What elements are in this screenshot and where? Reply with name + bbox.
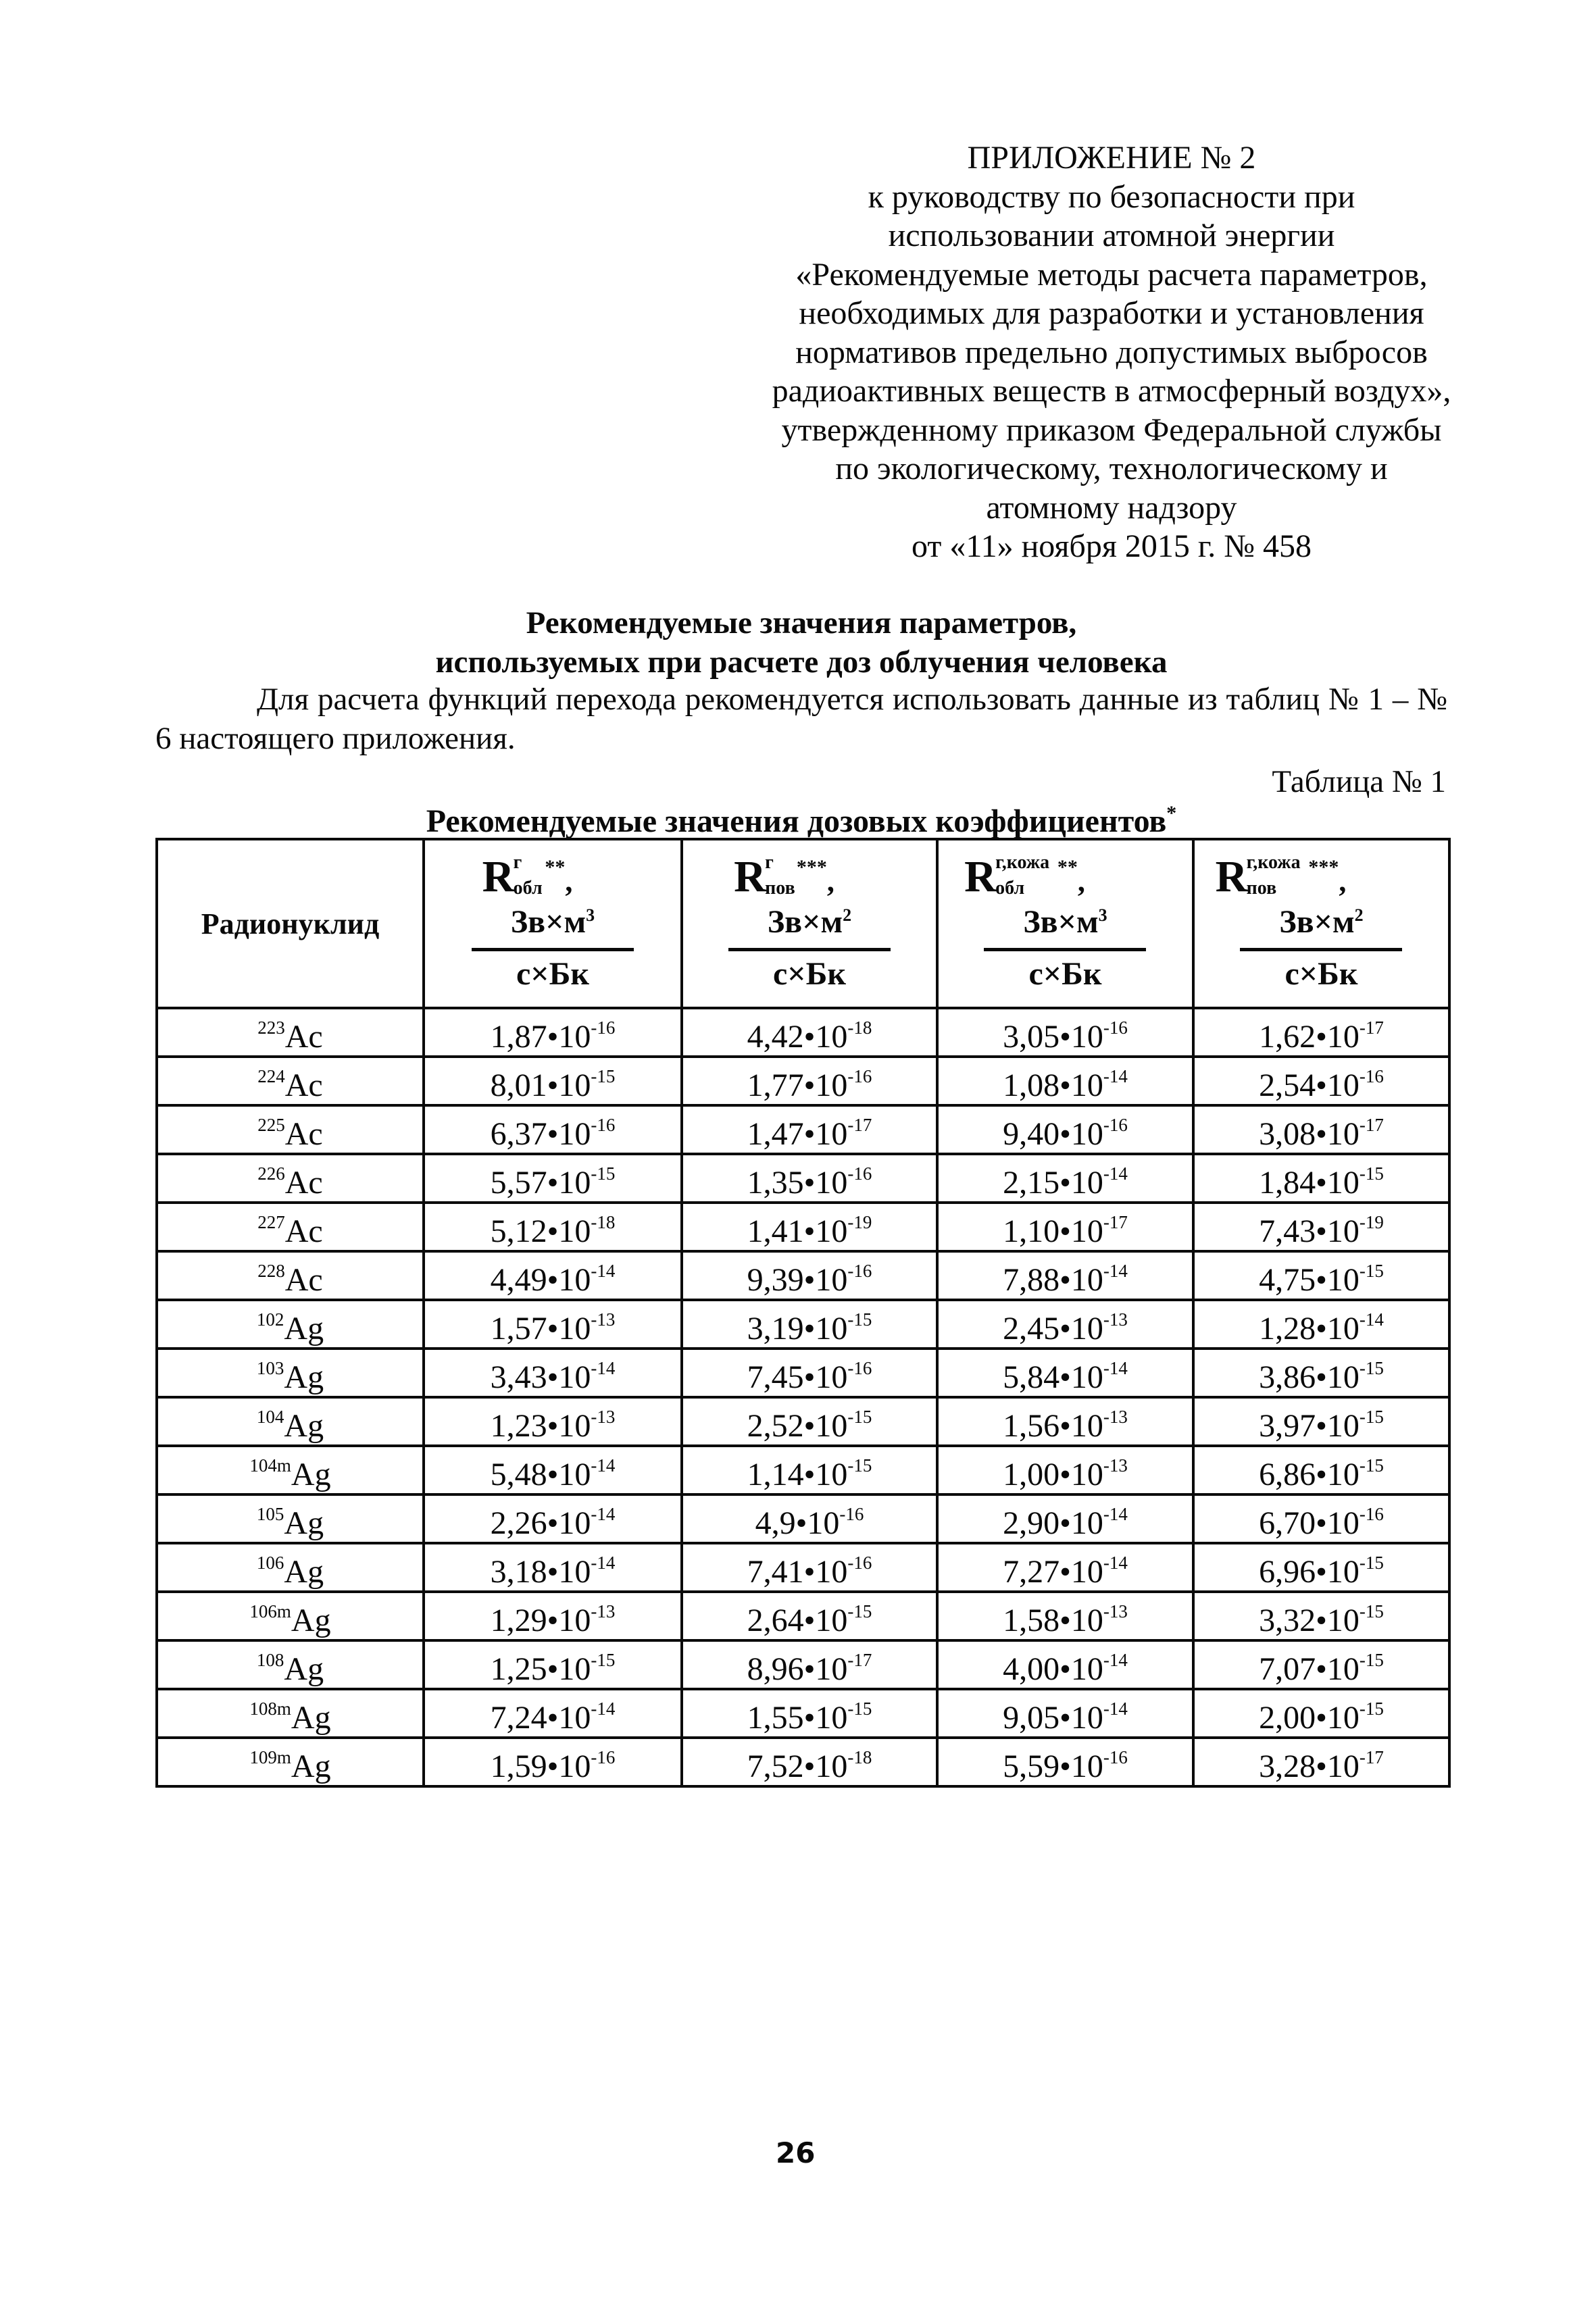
radionuclide-cell (157, 1300, 424, 1349)
coefficient-value: $3,08•10^{-17}$ (1193, 1105, 1449, 1154)
coefficient-symbol (734, 852, 885, 901)
unit-fraction (984, 906, 1146, 990)
coefficient-value: $1,29•10^{-13}$ (424, 1592, 682, 1640)
unit-denominator: с×Бк (1028, 956, 1102, 992)
radionuclide-cell (157, 1349, 424, 1397)
element-symbol: Ac (284, 1213, 323, 1249)
mass-number: 103 (256, 1358, 284, 1378)
radionuclide-cell (157, 1203, 424, 1251)
coefficient-value: $8,96•10^{-17}$ (682, 1640, 937, 1689)
header-r-skin-cloud (937, 839, 1193, 1008)
coefficient-value: $1,00•10^{-13}$ (937, 1446, 1193, 1494)
coefficient-symbol (964, 852, 1166, 901)
coefficient-value: $1,14•10^{-15}$ (682, 1446, 937, 1494)
element-symbol: Ag (284, 1554, 324, 1590)
coefficient-value: $4,42•10^{-18}$ (682, 1008, 937, 1057)
coefficient-value: $2,45•10^{-13}$ (937, 1300, 1193, 1349)
unit-numerator: $Зв\times м^2$ (1240, 906, 1402, 951)
mass-number: 108m (249, 1699, 291, 1719)
coefficient-value: $7,41•10^{-16}$ (682, 1543, 937, 1592)
radionuclide-cell (157, 1592, 424, 1640)
radionuclide-cell (157, 1008, 424, 1057)
mass-number: 104 (256, 1407, 284, 1427)
separator: , (565, 865, 573, 898)
element-symbol: Ac (284, 1116, 323, 1152)
unit-fraction (1240, 906, 1402, 990)
element-symbol: Ag (284, 1408, 324, 1444)
coefficient-value: $7,07•10^{-15}$ (1193, 1640, 1449, 1689)
unit-numerator: $Зв\times м^3$ (472, 906, 634, 951)
annex-line: использовании атомной энергии (888, 218, 1335, 253)
header-content (1215, 852, 1428, 992)
header-radionuclide: Радионуклид (157, 839, 424, 1008)
annex-title: ПРИЛОЖЕНИЕ № 2 (967, 140, 1256, 176)
symbol-superscript: г (765, 852, 774, 873)
header-r-skin-surface (1193, 839, 1449, 1008)
coefficient-symbol (1215, 852, 1428, 901)
coefficient-value: $8,01•10^{-15}$ (424, 1057, 682, 1105)
element-symbol: Ag (291, 1603, 331, 1638)
coefficient-value: $1,25•10^{-15}$ (424, 1640, 682, 1689)
coefficient-value: $2,52•10^{-15}$ (682, 1397, 937, 1446)
coefficient-value: $3,32•10^{-15}$ (1193, 1592, 1449, 1640)
radionuclide-cell (157, 1251, 424, 1300)
element-symbol: Ac (284, 1067, 323, 1103)
table-header-row (157, 839, 1449, 1008)
unit-numerator: $Зв\times м^3$ (984, 906, 1146, 951)
radionuclide-cell (157, 1640, 424, 1689)
section-title (155, 603, 1447, 682)
mass-number: 226 (257, 1163, 285, 1184)
symbol-letter: R (482, 852, 515, 901)
coefficient-value: $7,88•10^{-14}$ (937, 1251, 1193, 1300)
table-caption (155, 794, 1447, 841)
radionuclide-cell (157, 1543, 424, 1592)
coefficient-value: $1,62•10^{-17}$ (1193, 1008, 1449, 1057)
coefficient-value: $5,57•10^{-15}$ (424, 1154, 682, 1203)
coefficient-value: $3,43•10^{-14}$ (424, 1349, 682, 1397)
annex-line: по экологическому, технологическому и (835, 451, 1388, 486)
annex-line: нормативов предельно допустимых выбросов (795, 334, 1428, 370)
radionuclide-cell (157, 1446, 424, 1494)
mass-number: 108 (256, 1650, 284, 1670)
header-content (472, 852, 634, 992)
element-symbol: Ag (284, 1651, 324, 1687)
coefficient-value: $7,43•10^{-19}$ (1193, 1203, 1449, 1251)
coefficient-value: $3,86•10^{-15}$ (1193, 1349, 1449, 1397)
coefficient-value: $1,35•10^{-16}$ (682, 1154, 937, 1203)
unit-denominator: с×Бк (772, 956, 847, 992)
footnote-mark: ** (545, 856, 566, 878)
table-row (157, 1543, 1449, 1592)
table-caption-text: Рекомендуемые значения дозовых коэффициентов (426, 803, 1167, 839)
table-row (157, 1592, 1449, 1640)
coefficient-value: $7,52•10^{-18}$ (682, 1738, 937, 1786)
section-title-line: Рекомендуемые значения параметров, (526, 605, 1077, 640)
annex-line: утвержденному приказом Федеральной службы (781, 411, 1442, 448)
table-row (157, 1446, 1449, 1494)
coefficient-value: $2,15•10^{-14}$ (937, 1154, 1193, 1203)
coefficient-value: $3,97•10^{-15}$ (1193, 1397, 1449, 1446)
intro-text: Для расчета функций перехода рекомендуется использовать данные из таблиц № 1 – № 6 настоящего приложения. (155, 682, 1447, 756)
coefficient-value: $6,86•10^{-15}$ (1193, 1446, 1449, 1494)
table-row (157, 1738, 1449, 1786)
coefficient-value: $5,48•10^{-14}$ (424, 1446, 682, 1494)
element-symbol: Ag (291, 1749, 331, 1784)
coefficient-value: $1,59•10^{-16}$ (424, 1738, 682, 1786)
element-symbol: Ac (284, 1019, 323, 1055)
annex-line: необходимых для разработки и установления (799, 295, 1424, 331)
unit-numerator: $Зв\times м^2$ (728, 906, 891, 951)
unit-fraction (728, 906, 891, 990)
table-row (157, 1105, 1449, 1154)
element-symbol: Ag (284, 1359, 324, 1395)
mass-number: 227 (257, 1212, 285, 1232)
footnote-mark: * (1166, 802, 1177, 824)
symbol-subscript: обл (513, 878, 543, 899)
coefficient-value: $4,9•10^{-16}$ (682, 1494, 937, 1543)
coefficient-value: $7,24•10^{-14}$ (424, 1689, 682, 1738)
separator: , (826, 865, 834, 898)
coefficient-value: $1,55•10^{-15}$ (682, 1689, 937, 1738)
footnote-mark: *** (796, 856, 827, 878)
element-symbol: Ac (284, 1262, 323, 1298)
coefficient-symbol (482, 852, 624, 901)
table-row (157, 1689, 1449, 1738)
table-row (157, 1494, 1449, 1543)
table-row (157, 1251, 1449, 1300)
coefficient-value: $3,28•10^{-17}$ (1193, 1738, 1449, 1786)
coefficient-value: $7,45•10^{-16}$ (682, 1349, 937, 1397)
coefficient-value: $9,05•10^{-14}$ (937, 1689, 1193, 1738)
mass-number: 106m (249, 1601, 291, 1621)
coefficient-value: $1,84•10^{-15}$ (1193, 1154, 1449, 1203)
symbol-subscript: пов (1246, 878, 1277, 899)
annex-order-date: от «11» ноября 2015 г. № 458 (912, 528, 1312, 564)
mass-number: 102 (256, 1309, 284, 1330)
coefficient-value: $3,05•10^{-16}$ (937, 1008, 1193, 1057)
symbol-subscript: обл (995, 878, 1025, 899)
symbol-superscript: г,кожа (995, 852, 1050, 873)
mass-number: 109m (249, 1747, 291, 1767)
element-symbol: Ag (284, 1505, 324, 1541)
coefficient-value: $1,10•10^{-17}$ (937, 1203, 1193, 1251)
coefficient-value: $4,49•10^{-14}$ (424, 1251, 682, 1300)
annex-header (726, 139, 1497, 566)
coefficient-value: $6,96•10^{-15}$ (1193, 1543, 1449, 1592)
table-row (157, 1008, 1449, 1057)
coefficient-value: $1,56•10^{-13}$ (937, 1397, 1193, 1446)
coefficient-value: $1,23•10^{-13}$ (424, 1397, 682, 1446)
annex-line: «Рекомендуемые методы расчета параметров, (795, 256, 1428, 293)
coefficient-value: $1,28•10^{-14}$ (1193, 1300, 1449, 1349)
coefficient-value: $1,08•10^{-14}$ (937, 1057, 1193, 1105)
coefficient-value: $1,58•10^{-13}$ (937, 1592, 1193, 1640)
unit-denominator: с×Бк (1285, 956, 1358, 992)
coefficient-value: $5,59•10^{-16}$ (937, 1738, 1193, 1786)
symbol-superscript: г,кожа (1246, 852, 1301, 873)
coefficient-value: $1,47•10^{-17}$ (682, 1105, 937, 1154)
coefficient-value: $2,90•10^{-14}$ (937, 1494, 1193, 1543)
separator: , (1077, 865, 1085, 898)
table-row (157, 1154, 1449, 1203)
coefficient-value: $6,70•10^{-16}$ (1193, 1494, 1449, 1543)
coefficient-value: $2,54•10^{-16}$ (1193, 1057, 1449, 1105)
mass-number: 106 (256, 1553, 284, 1573)
coefficient-value: $2,26•10^{-14}$ (424, 1494, 682, 1543)
coefficient-value: $3,18•10^{-14}$ (424, 1543, 682, 1592)
radionuclide-cell (157, 1494, 424, 1543)
element-symbol: Ac (284, 1165, 323, 1201)
table-number: Таблица № 1 (1272, 764, 1446, 799)
symbol-letter: R (964, 852, 997, 901)
footnote-mark: ** (1057, 856, 1078, 878)
mass-number: 104m (249, 1455, 291, 1476)
symbol-superscript: г (513, 852, 522, 873)
dose-coefficients-table (155, 838, 1451, 1788)
coefficient-value: $4,75•10^{-15}$ (1193, 1251, 1449, 1300)
radionuclide-cell (157, 1057, 424, 1105)
coefficient-value: $6,37•10^{-16}$ (424, 1105, 682, 1154)
radionuclide-cell (157, 1738, 424, 1786)
header-content (728, 852, 891, 992)
symbol-letter: R (1215, 852, 1248, 901)
symbol-subscript: пов (765, 878, 795, 899)
element-symbol: Ag (291, 1457, 331, 1492)
footnote-mark: *** (1308, 856, 1339, 878)
coefficient-value: $1,87•10^{-16}$ (424, 1008, 682, 1057)
annex-line: радиоактивных веществ в атмосферный воздух», (772, 373, 1451, 409)
coefficient-value: $9,40•10^{-16}$ (937, 1105, 1193, 1154)
coefficient-value: $1,41•10^{-19}$ (682, 1203, 937, 1251)
coefficient-value: $1,57•10^{-13}$ (424, 1300, 682, 1349)
coefficient-value: $9,39•10^{-16}$ (682, 1251, 937, 1300)
table-row (157, 1057, 1449, 1105)
page-number: 26 (776, 2136, 816, 2169)
mass-number: 228 (257, 1261, 285, 1281)
coefficient-value: $2,00•10^{-15}$ (1193, 1689, 1449, 1738)
symbol-letter: R (734, 852, 766, 901)
mass-number: 225 (257, 1115, 285, 1135)
mass-number: 105 (256, 1504, 284, 1524)
coefficient-value: $3,19•10^{-15}$ (682, 1300, 937, 1349)
annex-line: атомному надзору (986, 489, 1237, 526)
table-row (157, 1640, 1449, 1689)
mass-number: 224 (257, 1066, 285, 1086)
header-content (964, 852, 1166, 992)
coefficient-value: $7,27•10^{-14}$ (937, 1543, 1193, 1592)
header-r-surface (682, 839, 937, 1008)
section-title-line: используемых при расчете доз облучения человека (435, 645, 1168, 680)
header-r-cloud (424, 839, 682, 1008)
coefficient-value: $5,84•10^{-14}$ (937, 1349, 1193, 1397)
table-row (157, 1300, 1449, 1349)
unit-denominator: с×Бк (516, 956, 590, 992)
mass-number: 223 (257, 1017, 285, 1038)
coefficient-value: $1,77•10^{-16}$ (682, 1057, 937, 1105)
radionuclide-cell (157, 1105, 424, 1154)
radionuclide-cell (157, 1397, 424, 1446)
table-row (157, 1397, 1449, 1446)
intro-paragraph (155, 680, 1447, 758)
element-symbol: Ag (284, 1311, 324, 1347)
coefficient-value: $5,12•10^{-18}$ (424, 1203, 682, 1251)
separator: , (1339, 865, 1347, 898)
radionuclide-cell (157, 1154, 424, 1203)
annex-line: к руководству по безопасности при (868, 178, 1355, 215)
table-row (157, 1203, 1449, 1251)
coefficient-value: $2,64•10^{-15}$ (682, 1592, 937, 1640)
unit-fraction (472, 906, 634, 990)
table-row (157, 1349, 1449, 1397)
element-symbol: Ag (291, 1700, 331, 1736)
radionuclide-cell (157, 1689, 424, 1738)
coefficient-value: $4,00•10^{-14}$ (937, 1640, 1193, 1689)
